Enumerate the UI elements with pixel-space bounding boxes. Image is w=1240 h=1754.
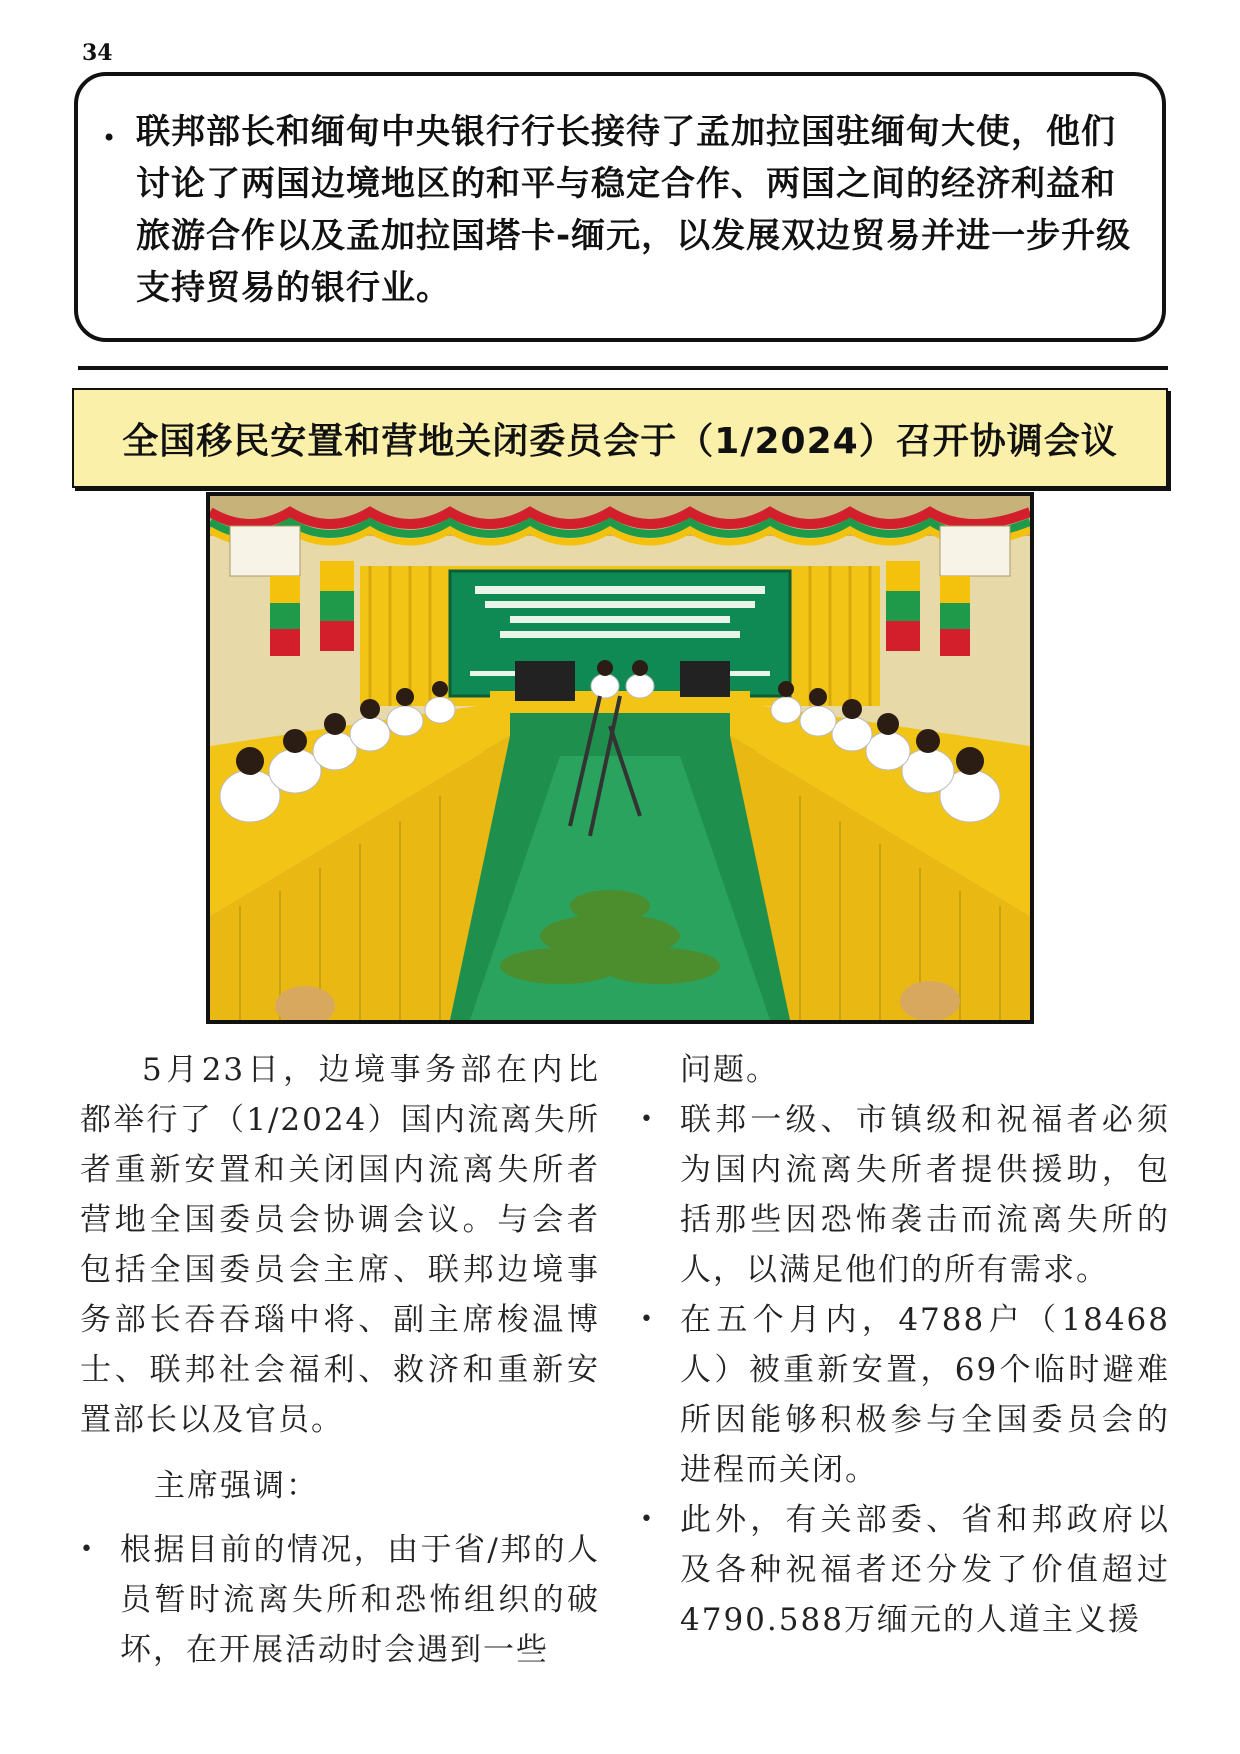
callout-box <box>74 72 1166 342</box>
intro-paragraph: 5月23日，边境事务部在内比都举行了（1/2024）国内流离失所者重新安置和关闭国内流离失所者营地全国委员会协调会议。与会者包括全国委员会主席、联邦边境事务部长吞吞瑙中将、副主席梭温博士、联邦社会福利、救济和重新安置部长以及官员。 <box>80 1052 600 1438</box>
article-right-column <box>640 1045 1170 1645</box>
bullet-item-3-text: 在五个月内，4788户（18468人）被重新安置，69个临时避难所因能够积极参与全国委员会的进程而关闭。 <box>680 1302 1170 1488</box>
meeting-photo <box>206 492 1034 1024</box>
article-title: 全国移民安置和营地关闭委员会于（1/2024）召开协调会议 <box>122 420 1118 462</box>
callout-text: 联邦部长和缅甸中央银行行长接待了孟加拉国驻缅甸大使，他们讨论了两国边境地区的和平与稳定合作、两国之间的经济利益和旅游合作以及孟加拉国塔卡-缅元，以发展双边贸易并进一步升级支持贸易的银行业。 <box>136 112 1132 308</box>
bullet-icon: • <box>640 1107 655 1132</box>
lead-text: 主席强调： <box>154 1468 319 1504</box>
bullet-item-1-continued: 问题。 <box>680 1052 779 1088</box>
bullet-icon: • <box>80 1537 95 1562</box>
bullet-icon: • <box>102 124 117 152</box>
bullet-item-4-text: 此外，有关部委、省和邦政府以及各种祝福者还分发了价值超过4790.588万缅元的人道主义援 <box>680 1502 1170 1638</box>
bullet-item-3 <box>640 1295 1170 1495</box>
divider <box>78 366 1168 370</box>
meeting-photo-illustration <box>210 496 1030 1020</box>
bullet-icon: • <box>640 1507 655 1532</box>
article-title-banner <box>72 388 1168 488</box>
bullet-item-1-text: 根据目前的情况，由于省/邦的人员暂时流离失所和恐怖组织的破坏，在开展活动时会遇到一些 <box>120 1532 600 1668</box>
bullet-item-2-text: 联邦一级、市镇级和祝福者必须为国内流离失所者提供援助，包括那些因恐怖袭击而流离失所的人，以满足他们的所有需求。 <box>680 1102 1170 1288</box>
bullet-icon: • <box>640 1307 655 1332</box>
article-left-column <box>80 1045 600 1675</box>
bullet-item-2 <box>640 1095 1170 1295</box>
bullet-item-4 <box>640 1495 1170 1645</box>
bullet-item-1 <box>80 1525 600 1675</box>
page-number: 34 <box>82 40 113 66</box>
